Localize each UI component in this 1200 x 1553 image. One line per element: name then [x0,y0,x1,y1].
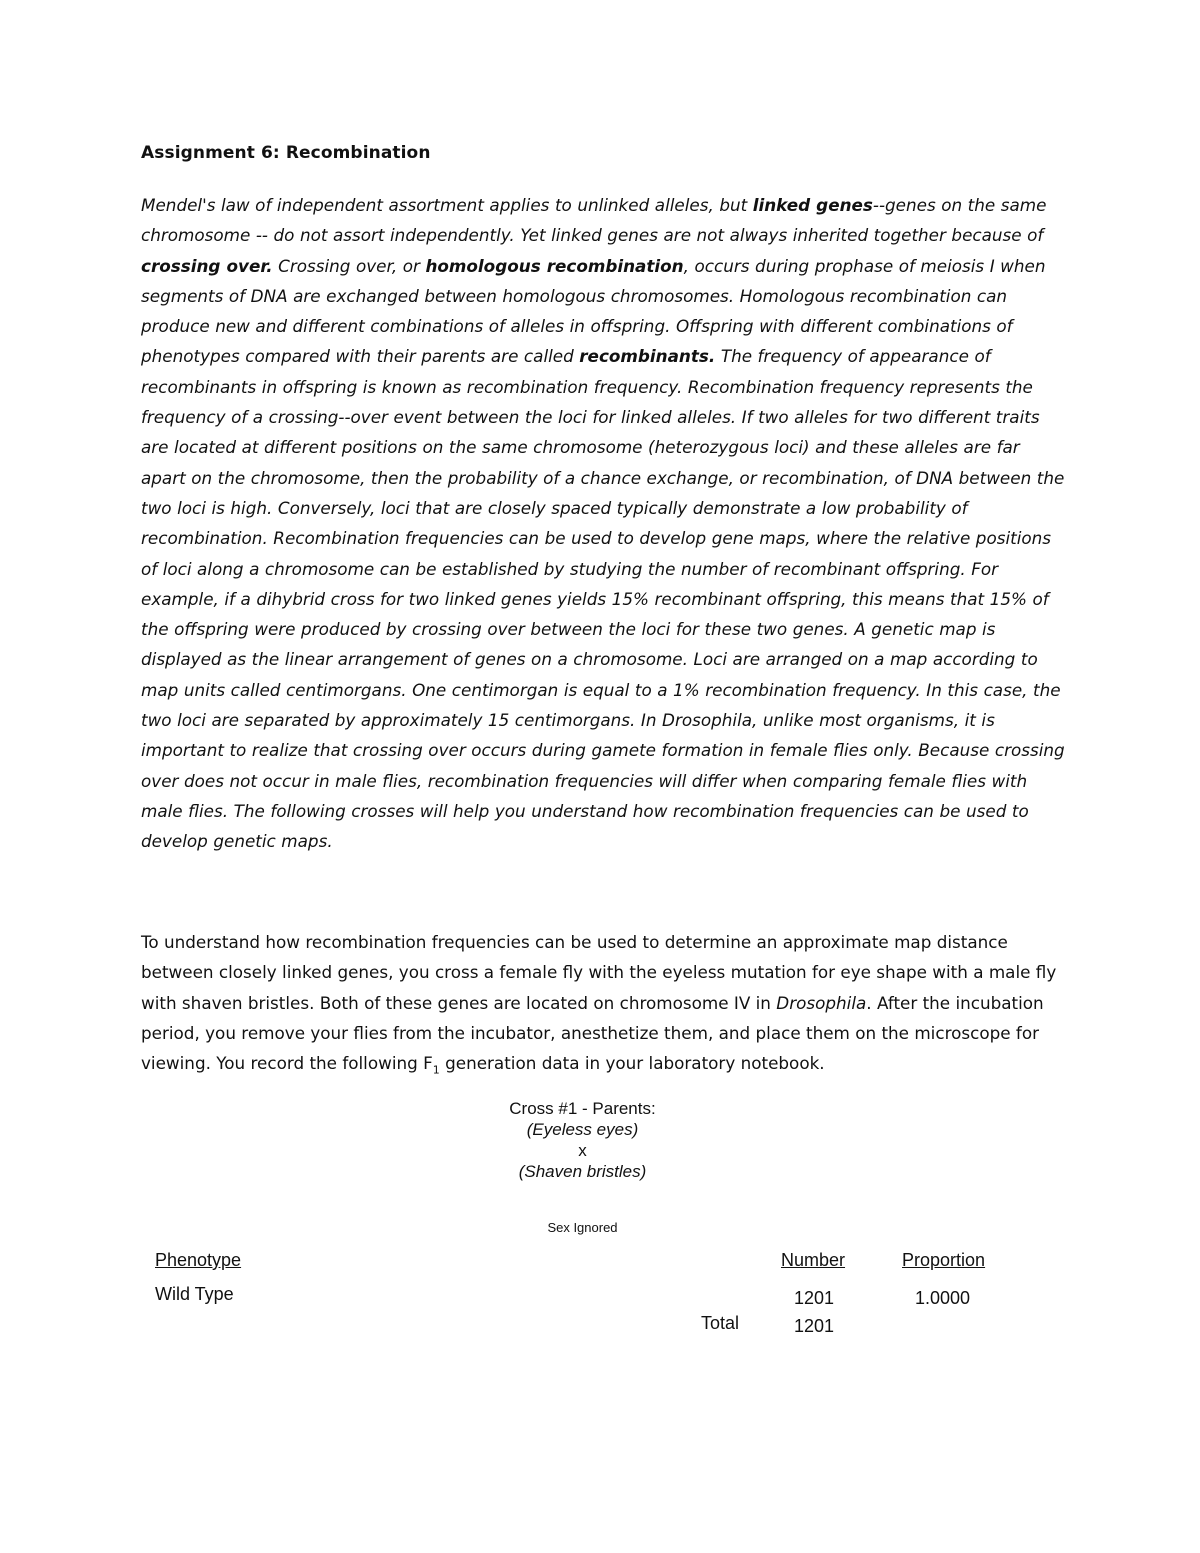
intro-text-2: --genes on the same chromosome -- do not assort independently. Yet linked genes are not always inherited together because of [141,195,1047,246]
cross-parent-1: (Eyeless eyes) [526,1120,639,1139]
task-subscript: 1 [432,1063,440,1077]
cross-heading: Cross #1 - Parents: [509,1099,656,1118]
term-crossing-over: crossing over. [141,255,273,276]
task-text-1: To understand how recombination frequencies can be used to determine an approximate map distance between closely linked genes, you cross a female fly with the eyeless mutation for eye shape with a male fly with shaven bristles. Both of these genes are located on chromosome IV in [141,932,1057,1013]
intro-text-4: , occurs during prophase of meiosis I when segments of DNA are exchanged between homologous chromosomes. Homologous recombination can produce new and different combinations of alleles in offspring. Offspring with different combinations of phenotypes compared with their parents are called [141,255,1046,367]
intro-text-5: The frequency of appearance of recombinants in offspring is known as recombination frequency. Recombination frequency represents the frequency of a crossing--over event between the loci for linked alleles. If two alleles for two different traits are located at different positions on the same chromosome (heterozygous loci) and these alleles are far apart on the chromosome, then the probability of a chance exchange, or recombination, of DNA between the two loci is high. Conversely, loci that are closely spaced typically demonstrate a low probability of recombination. Recombination frequencies can be used to develop gene maps, where the relative positions of loci along a chromosome can be established by studying the number of recombinant offspring. For example, if a dihybrid cross for two linked genes yields 15% recombinant offspring, this means that 15% of the offspring were produced by crossing over between the loci for these two genes. A genetic map is displayed as the linear arrangement of genes on a chromosome. Loci are arranged on a map according to map units called centimorgans. One centimorgan is equal to a 1% recombination frequency. In this case, the two loci are separated by approximately 15 centimorgans. In Drosophila, unlike most organisms, it is important to realize that crossing over occurs during gamete formation in female flies only. Because crossing over does not occur in male flies, recombination frequencies will differ when comparing female flies with male flies. The following crosses will help you understand how recombination frequencies can be used to develop genetic maps. [141,346,1065,852]
task-paragraph [141,927,1066,1078]
header-proportion: Proportion [902,1250,986,1270]
page-title: Assignment 6: Recombination [141,143,431,163]
intro-paragraph [141,190,1066,857]
term-homologous-recombination: homologous recombination [425,255,684,276]
task-organism: Drosophila [776,992,867,1013]
row-phenotype: Wild Type [155,1284,234,1304]
cross-parent-2: (Shaven bristles) [518,1162,647,1181]
header-number: Number [781,1250,846,1270]
term-recombinants: recombinants. [579,346,716,367]
cross-x: x [578,1141,587,1160]
cross-header [440,1098,725,1182]
header-phenotype: Phenotype [155,1250,242,1270]
row-proportion: 1.0000 [915,1288,971,1308]
task-text-3: generation data in your laboratory notebook. [439,1053,825,1074]
sex-ignored-label: Sex Ignored [547,1220,618,1235]
total-value: 1201 [794,1316,835,1336]
term-linked-genes: linked genes [752,195,873,215]
intro-text-3: Crossing over, or [272,255,426,276]
intro-text-1: Mendel's law of independent assortment applies to unlinked alleles, but [141,195,753,215]
task-text-2: . After the incubation period, you remove your flies from the incubator, anesthetize them, and place them on the microscope for viewing. You record the following F [141,992,1044,1074]
total-label: Total [701,1313,740,1333]
row-number: 1201 [794,1288,835,1308]
